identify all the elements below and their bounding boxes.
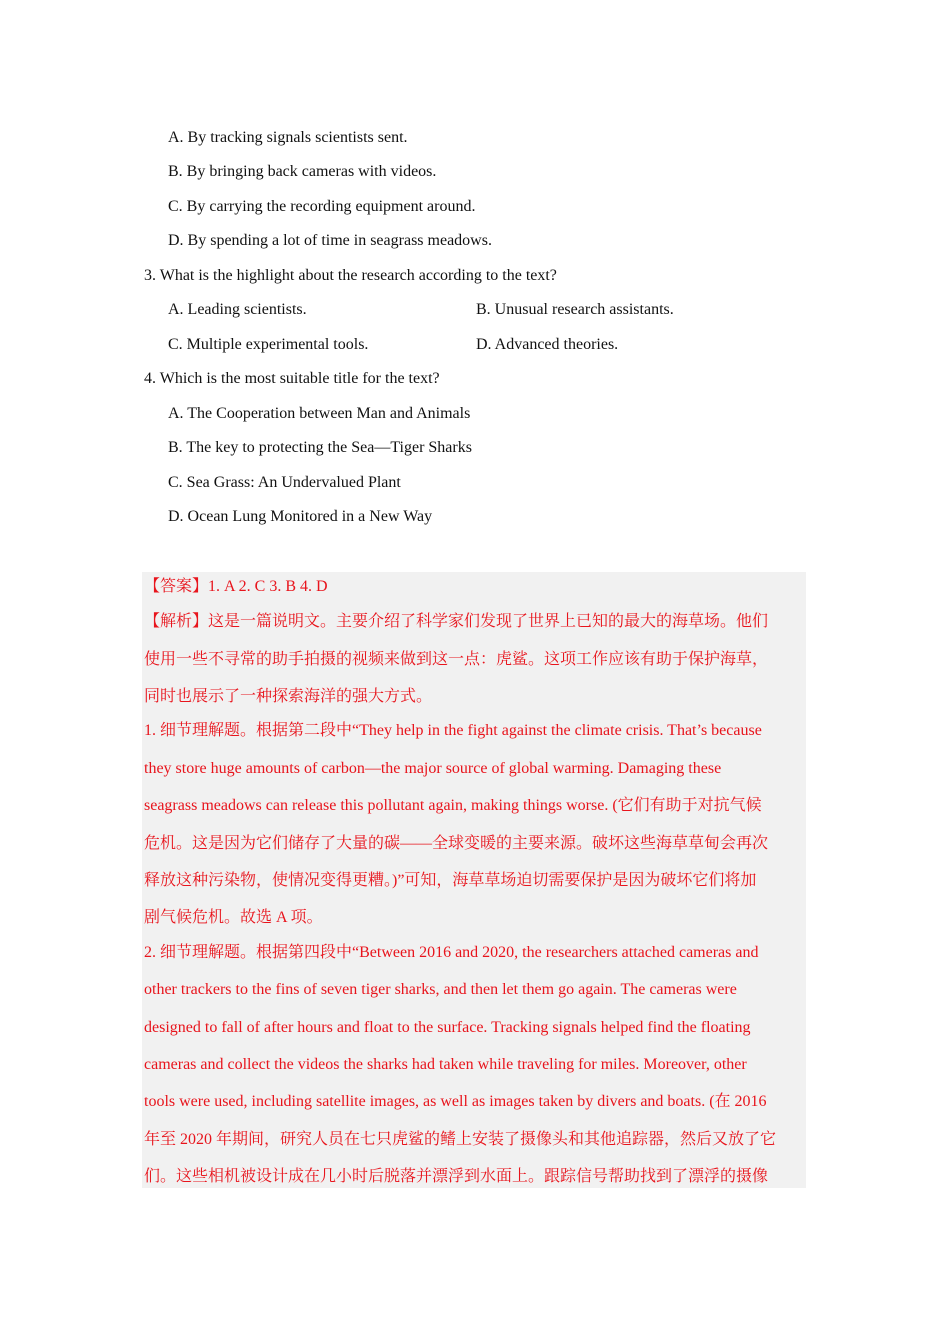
q3-option-c: C. Multiple experimental tools.: [168, 336, 369, 353]
q3-option-a: A. Leading scientists.: [168, 301, 307, 318]
q2-option-b: B. By bringing back cameras with videos.: [168, 163, 437, 180]
explanation-line: 2. 细节理解题。根据第四段中“Between 2016 and 2020, the researchers attached cameras and: [144, 944, 759, 961]
q2-option-d: D. By spending a lot of time in seagrass meadows.: [168, 232, 492, 249]
q3-option-d: D. Advanced theories.: [476, 336, 619, 353]
explanation-line: 使用一些不寻常的助手拍摄的视频来做到这一点：虎鲨。这项工作应该有助于保护海草，: [144, 651, 769, 668]
q4-option-d: D. Ocean Lung Monitored in a New Way: [168, 508, 433, 525]
q2-option-c: C. By carrying the recording equipment around.: [168, 198, 476, 215]
explanation-line: 1. 细节理解题。根据第二段中“They help in the fight against the climate crisis. That’s because: [144, 722, 762, 739]
q3-question: 3. What is the highlight about the research according to the text?: [144, 267, 557, 284]
explanation-line: other trackers to the fins of seven tiger sharks, and then let them go again. The cameras were: [144, 981, 737, 998]
q4-option-c: C. Sea Grass: An Undervalued Plant: [168, 474, 401, 491]
q4-question: 4. Which is the most suitable title for the text?: [144, 370, 440, 387]
explanation-line: 危机。这是因为它们储存了大量的碳——全球变暖的主要来源。破坏这些海草草甸会再次: [144, 835, 769, 852]
answer-key: 【答案】1. A 2. C 3. B 4. D: [144, 578, 328, 595]
q4-option-a: A. The Cooperation between Man and Animals: [168, 405, 471, 422]
explanation-line: 们。这些相机被设计成在几小时后脱落并漂浮到水面上。跟踪信号帮助找到了漂浮的摄像: [144, 1168, 769, 1185]
explanation-line: 【解析】这是一篇说明文。主要介绍了科学家们发现了世界上已知的最大的海草场。他们: [144, 613, 769, 630]
explanation-line: 年至 2020 年期间，研究人员在七只虎鲨的鳍上安装了摄像头和其他追踪器，然后又放了它: [144, 1131, 777, 1148]
q2-option-a: A. By tracking signals scientists sent.: [168, 129, 408, 146]
q4-option-b: B. The key to protecting the Sea—Tiger Sharks: [168, 439, 472, 456]
q3-option-b: B. Unusual research assistants.: [476, 301, 674, 318]
explanation-line: cameras and collect the videos the sharks had taken while traveling for miles. Moreover, other: [144, 1056, 747, 1073]
explanation-line: tools were used, including satellite images, as well as images taken by divers and boats. (在 2016: [144, 1093, 767, 1110]
explanation-line: 剧气候危机。故选 A 项。: [144, 909, 323, 926]
explanation-line: 同时也展示了一种探索海洋的强大方式。: [144, 688, 433, 705]
explanation-line: they store huge amounts of carbon—the major source of global warming. Damaging these: [144, 760, 722, 777]
explanation-line: 释放这种污染物，使情况变得更糟。)”可知，海草草场迫切需要保护是因为破坏它们将加: [144, 872, 757, 889]
explanation-line: seagrass meadows can release this pollutant again, making things worse. (它们有助于对抗气候: [144, 797, 762, 814]
explanation-line: designed to fall of after hours and float to the surface. Tracking signals helped find the floating: [144, 1019, 751, 1036]
